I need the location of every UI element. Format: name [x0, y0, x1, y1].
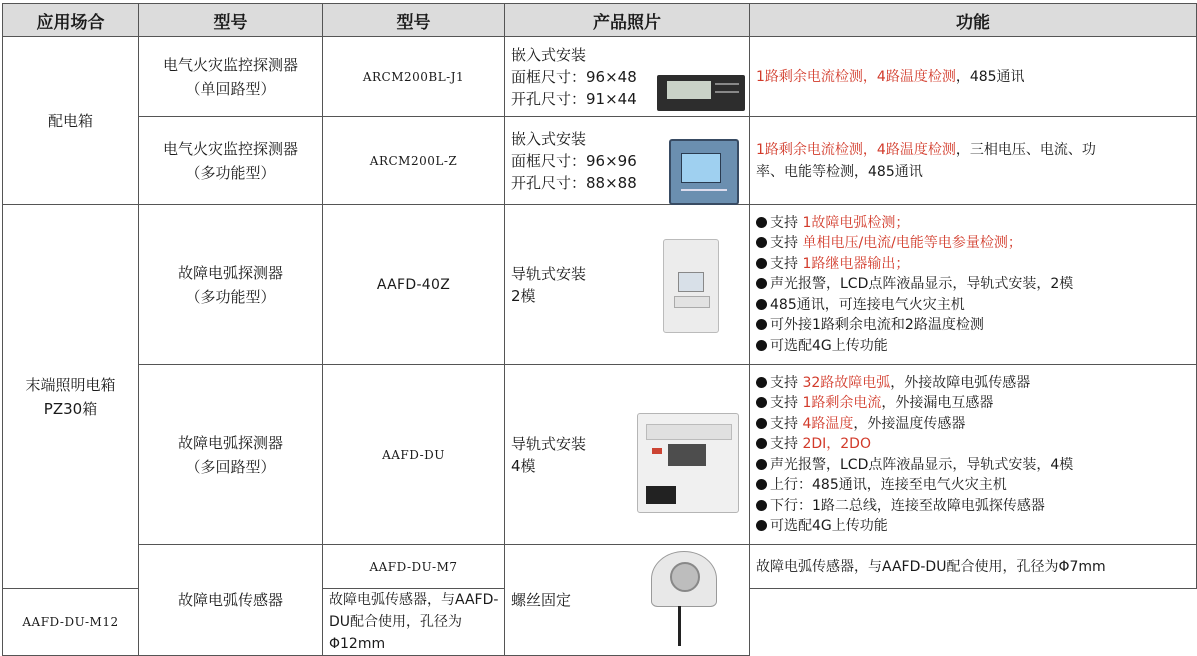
model-cell — [323, 117, 505, 205]
model-cell — [3, 589, 139, 656]
group-sublabel: PZ30箱 — [43, 399, 98, 418]
bullet-dot-icon — [756, 479, 767, 490]
feature-bullet: 声光报警，LCD点阵液晶显示，导轨式安装，4模 — [756, 455, 1196, 476]
table-row — [3, 205, 1197, 365]
feature-bullet: 485通讯，可连接电气火灾主机 — [756, 295, 1196, 316]
product-variant: （多功能型） — [185, 287, 276, 306]
header-model-name: 型号 — [139, 4, 323, 37]
feature-bullet: 可外接1路剩余电流和2路温度检测 — [756, 315, 1196, 336]
product-name: 故障电弧探测器 — [177, 263, 283, 282]
product-name: 电气火灾监控探测器 — [162, 139, 298, 158]
header-model-code: 型号 — [323, 4, 505, 37]
product-name-cell — [139, 37, 323, 117]
header-application: 应用场合 — [3, 4, 139, 37]
header-function: 功能 — [750, 4, 1197, 37]
bullet-dot-icon — [756, 438, 767, 449]
install-info — [511, 589, 749, 611]
product-name-cell — [139, 205, 323, 365]
install-line: 开孔尺寸：88×88 — [511, 173, 637, 192]
feature-bullet: 支持 1路剩余电流，外接漏电互感器 — [756, 393, 1196, 414]
product-variant: （多功能型） — [185, 163, 276, 182]
table-row — [3, 545, 1197, 589]
product-variant: （单回路型） — [185, 79, 276, 98]
bullet-dot-icon — [756, 418, 767, 429]
product-name-cell — [139, 117, 323, 205]
install-line: 导轨式安装 — [511, 434, 587, 453]
product-name: 电气火灾监控探测器 — [162, 55, 298, 74]
install-line: 导轨式安装 — [511, 264, 587, 283]
photo-cell — [505, 117, 750, 205]
model-code: AAFD-DU-M7 — [369, 559, 458, 574]
function-cell — [750, 365, 1197, 545]
bullet-dot-icon — [756, 217, 767, 228]
product-variant: （多回路型） — [185, 457, 276, 476]
bullet-dot-icon — [756, 500, 767, 511]
feature-bullet: 支持 2DI，2DO — [756, 434, 1196, 455]
feature-bullet: 下行：1路二总线，连接至故障电弧探传感器 — [756, 496, 1196, 517]
product-name: 故障电弧探测器 — [177, 433, 283, 452]
header-product-photo: 产品照片 — [505, 4, 750, 37]
model-code: AAFD-DU-M12 — [22, 615, 119, 629]
feature-bullet: 支持 1故障电弧检测； — [756, 213, 1196, 234]
model-cell — [323, 545, 505, 589]
install-info — [511, 433, 749, 477]
install-line: 2模 — [511, 286, 536, 305]
table-row — [3, 117, 1197, 205]
feature-bullet: 支持 单相电压/电流/电能等电参量检测； — [756, 233, 1196, 254]
model-cell — [323, 365, 505, 545]
model-cell — [323, 205, 505, 365]
function-highlight: 1路剩余电流检测，4路温度检测 — [756, 68, 956, 85]
product-name: 故障电弧传感器 — [177, 591, 283, 609]
product-name-cell — [139, 365, 323, 545]
feature-bullet: 支持 4路温度，外接温度传感器 — [756, 414, 1196, 435]
install-info — [511, 44, 749, 110]
feature-bullet: 上行：485通讯，连接至电气火灾主机 — [756, 475, 1196, 496]
group-label: 末端照明电箱 — [25, 375, 116, 394]
model-code: ARCM200BL-J1 — [362, 69, 465, 84]
bullet-dot-icon — [756, 397, 767, 408]
install-line: 嵌入式安装 — [511, 129, 587, 148]
function-text: 率、电能等检测，485通讯 — [756, 163, 923, 180]
function-cell — [750, 117, 1197, 205]
bullet-dot-icon — [756, 340, 767, 351]
group-label: 配电箱 — [47, 111, 93, 130]
group-terminal-box — [3, 205, 139, 589]
product-spec-table — [2, 3, 1197, 656]
group-distribution-box — [3, 37, 139, 205]
product-name-cell — [139, 545, 323, 656]
bullet-dot-icon — [756, 299, 767, 310]
bullet-dot-icon — [756, 237, 767, 248]
photo-cell — [505, 545, 750, 656]
photo-cell — [505, 205, 750, 365]
bullet-dot-icon — [756, 278, 767, 289]
function-cell — [750, 37, 1197, 117]
function-text: 故障电弧传感器，与AAFD-DU配合使用，孔径为Φ12mm — [329, 592, 499, 652]
table-row — [3, 37, 1197, 117]
function-text: ，三相电压、电流、功 — [955, 141, 1096, 158]
function-cell — [750, 205, 1197, 365]
feature-bullet: 支持 1路继电器输出； — [756, 254, 1196, 275]
install-line: 开孔尺寸：91×44 — [511, 89, 637, 108]
feature-bullet: 支持 32路故障电弧，外接故障电弧传感器 — [756, 373, 1196, 394]
feature-bullet: 可选配4G上传功能 — [756, 516, 1196, 537]
bullet-dot-icon — [756, 258, 767, 269]
function-cell — [750, 545, 1197, 589]
bullet-dot-icon — [756, 319, 767, 330]
install-line: 螺丝固定 — [511, 591, 572, 609]
install-line: 嵌入式安装 — [511, 45, 587, 64]
bullet-dot-icon — [756, 520, 767, 531]
model-cell — [323, 37, 505, 117]
table-header-row — [3, 4, 1197, 37]
function-text: ，485通讯 — [955, 68, 1025, 85]
model-code: ARCM200L-Z — [369, 153, 458, 168]
feature-bullet: 可选配4G上传功能 — [756, 336, 1196, 357]
function-text: 故障电弧传感器，与AAFD-DU配合使用，孔径为Φ7mm — [756, 558, 1106, 575]
model-code: AAFD-DU — [382, 447, 445, 462]
install-info — [511, 128, 749, 194]
table-row — [3, 365, 1197, 545]
install-info — [511, 263, 749, 307]
function-cell — [323, 589, 505, 656]
install-line: 面框尺寸：96×96 — [511, 151, 637, 170]
function-highlight: 1路剩余电流检测，4路温度检测 — [756, 141, 956, 158]
photo-cell — [505, 365, 750, 545]
photo-cell — [505, 37, 750, 117]
bullet-dot-icon — [756, 459, 767, 470]
feature-bullet: 声光报警，LCD点阵液晶显示，导轨式安装，2模 — [756, 274, 1196, 295]
bullet-dot-icon — [756, 377, 767, 388]
install-line: 面框尺寸：96×48 — [511, 67, 637, 86]
model-code: AAFD-40Z — [376, 276, 451, 293]
install-line: 4模 — [511, 456, 536, 475]
